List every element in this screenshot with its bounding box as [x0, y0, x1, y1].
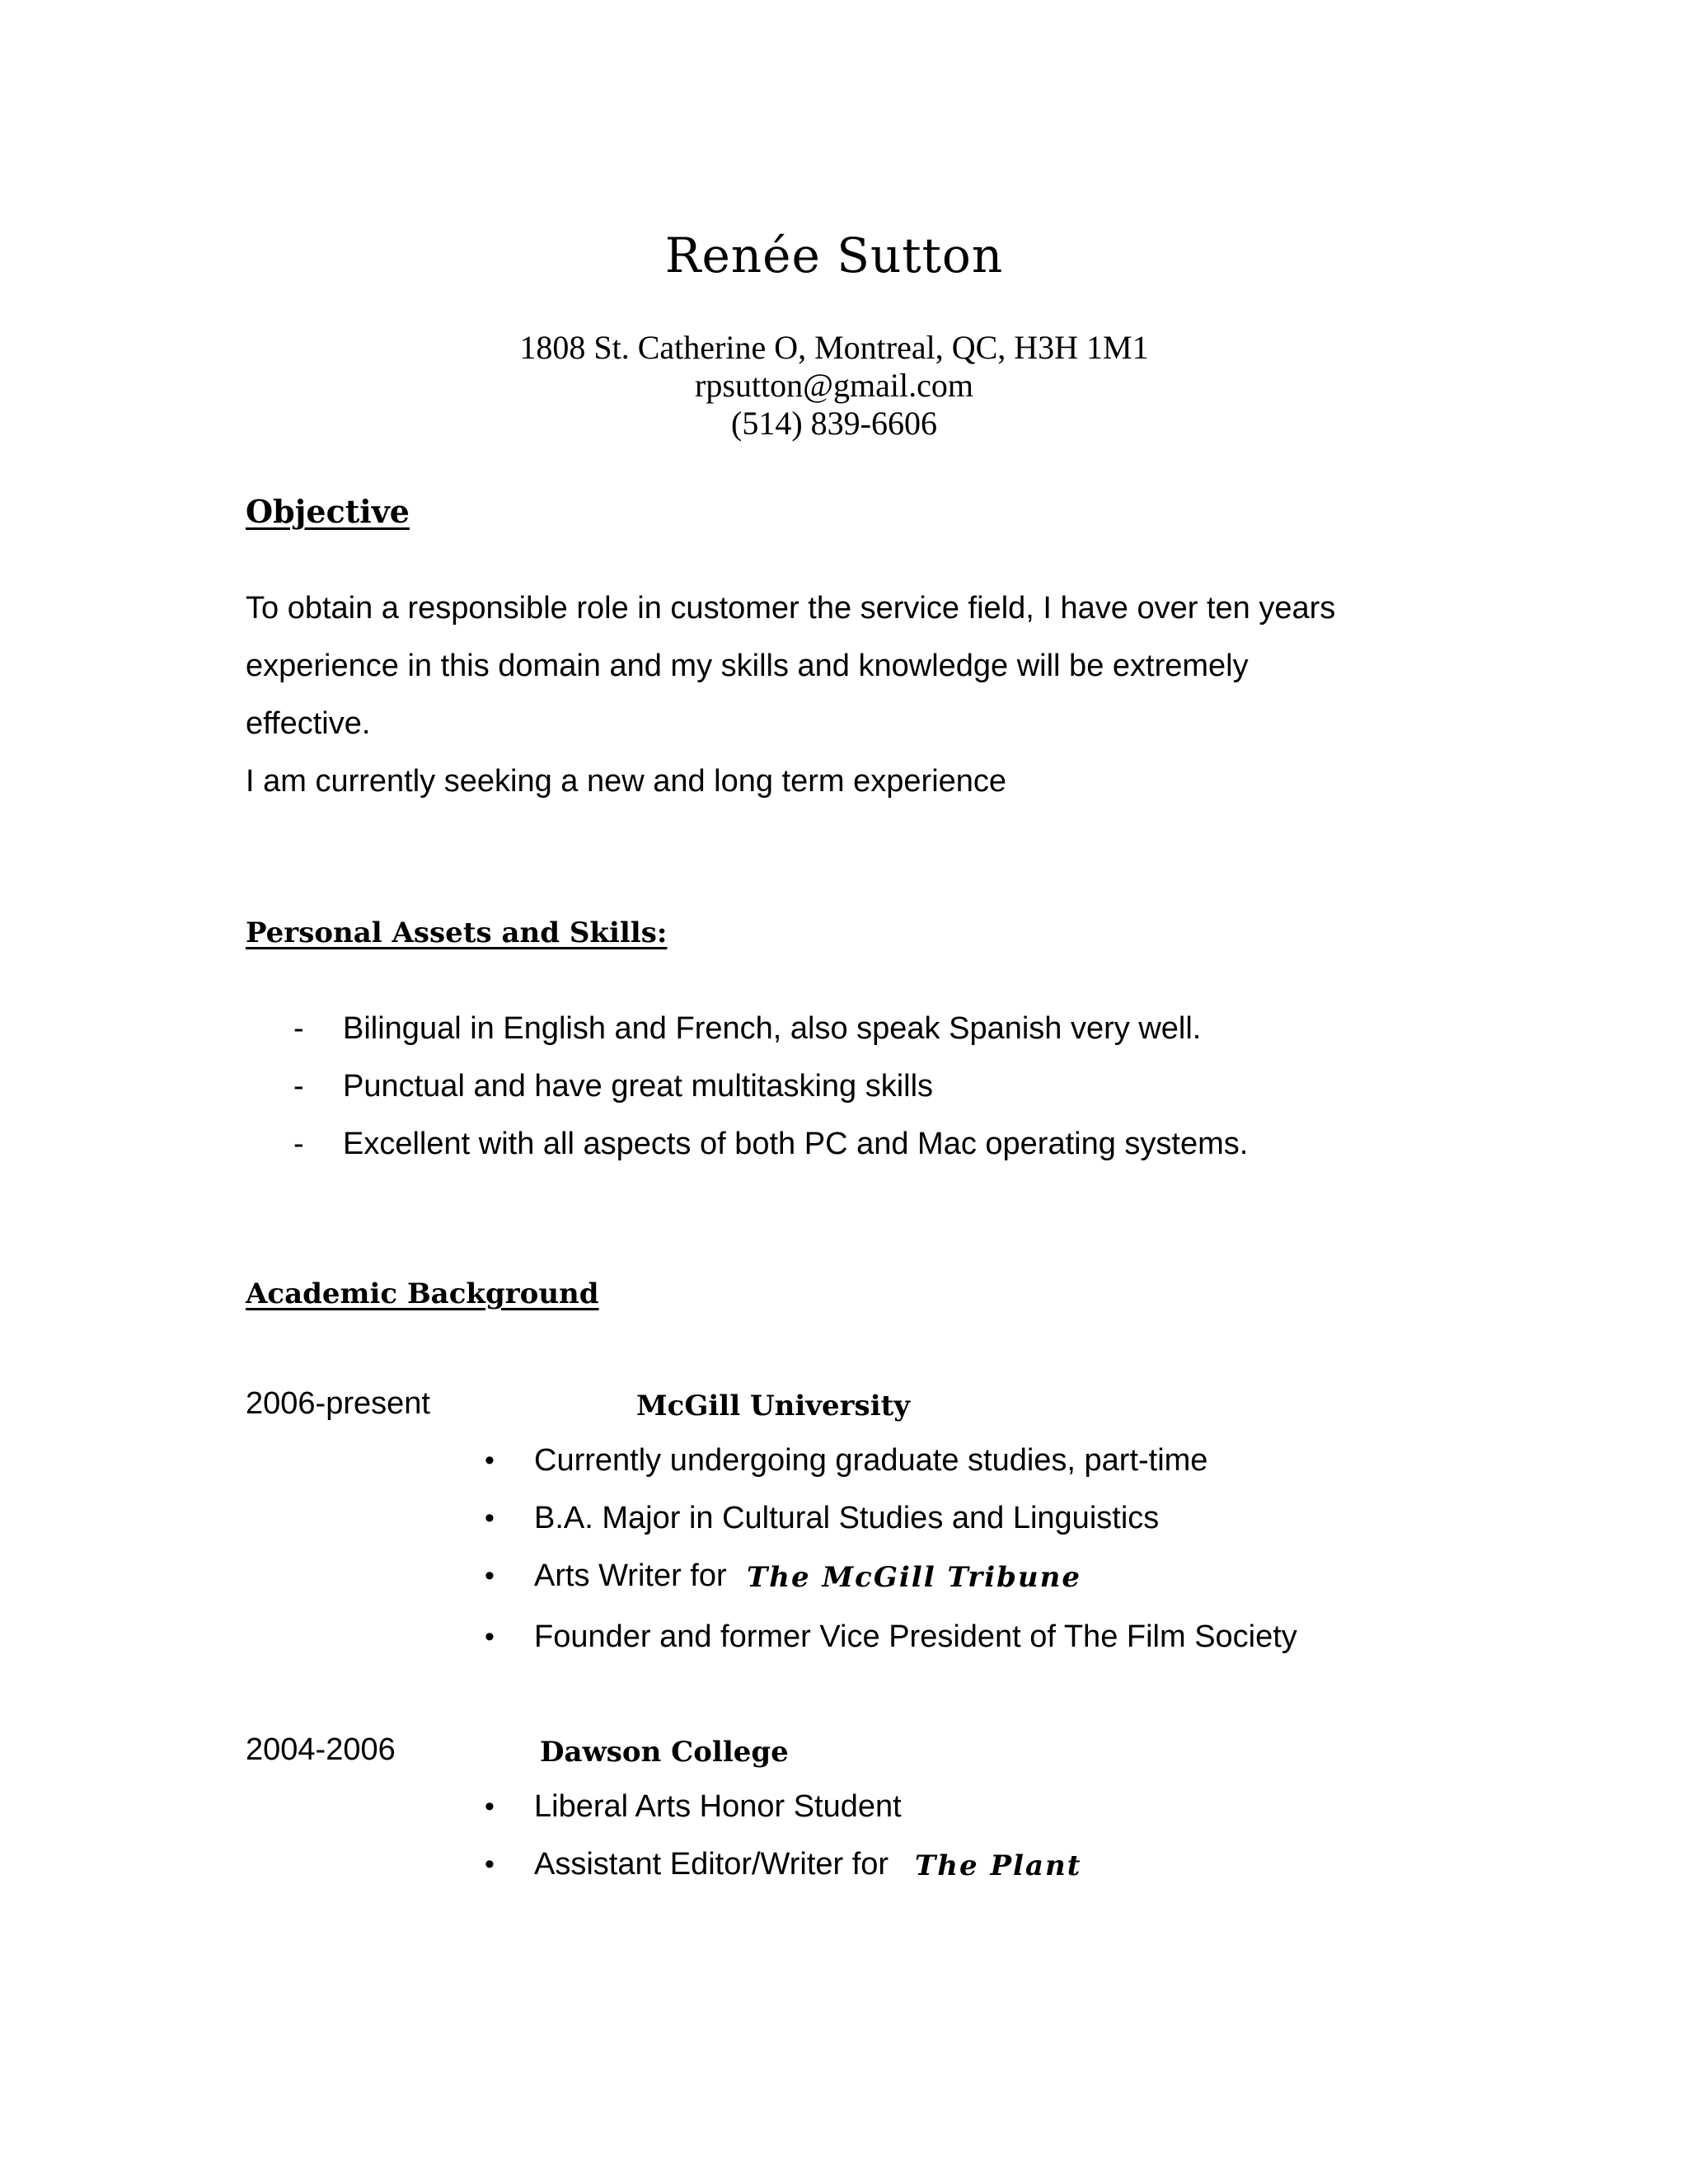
- bullet: •: [485, 1445, 495, 1476]
- academic-heading: Academic Background: [246, 1277, 599, 1310]
- academic-item: B.A. Major in Cultural Studies and Linguistics: [534, 1501, 1160, 1535]
- skill-item: Bilingual in English and French, also speak Spanish very well.: [343, 1011, 1202, 1046]
- address: 1808 St. Catherine O, Montreal, QC, H3H 1M1: [519, 329, 1149, 366]
- bullet: •: [485, 1560, 495, 1591]
- dash-marker: -: [293, 1069, 304, 1104]
- objective-line: experience in this domain and my skills and knowledge will be extremely: [246, 649, 1249, 683]
- skill-item: Punctual and have great multitasking skills: [343, 1069, 934, 1104]
- skill-item: Excellent with all aspects of both PC and Mac operating systems.: [343, 1127, 1249, 1161]
- objective-line: I am currently seeking a new and long term experience: [246, 764, 1007, 799]
- publication-name: The McGill Tribune: [747, 1561, 1081, 1594]
- institution-name: Dawson College: [540, 1736, 789, 1769]
- academic-item: Liberal Arts Honor Student: [534, 1789, 902, 1824]
- skills-heading: Personal Assets and Skills:: [246, 916, 668, 949]
- objective-line: To obtain a responsible role in customer the service field, I have over ten years: [246, 591, 1336, 626]
- bullet: •: [485, 1849, 495, 1880]
- phone: (514) 839-6606: [731, 405, 937, 442]
- objective-line: effective.: [246, 706, 371, 741]
- bullet: •: [485, 1621, 495, 1652]
- publication-name: The Plant: [915, 1849, 1082, 1882]
- bullet: •: [485, 1502, 495, 1534]
- email: rpsutton@gmail.com: [695, 367, 973, 404]
- academic-item: Founder and former Vice President of The Film Society: [534, 1619, 1297, 1654]
- dash-marker: -: [293, 1011, 304, 1046]
- dash-marker: -: [293, 1127, 304, 1161]
- applicant-name: Renée Sutton: [664, 227, 1004, 284]
- entry-years: 2006-present: [246, 1386, 430, 1421]
- academic-item: Currently undergoing graduate studies, part-time: [534, 1443, 1208, 1478]
- academic-item: Assistant Editor/Writer for: [534, 1847, 889, 1882]
- objective-heading: Objective: [246, 493, 410, 530]
- bullet: •: [485, 1791, 495, 1822]
- entry-years: 2004-2006: [246, 1732, 396, 1767]
- institution-name: McGill University: [636, 1390, 911, 1422]
- academic-item: Arts Writer for: [534, 1558, 727, 1593]
